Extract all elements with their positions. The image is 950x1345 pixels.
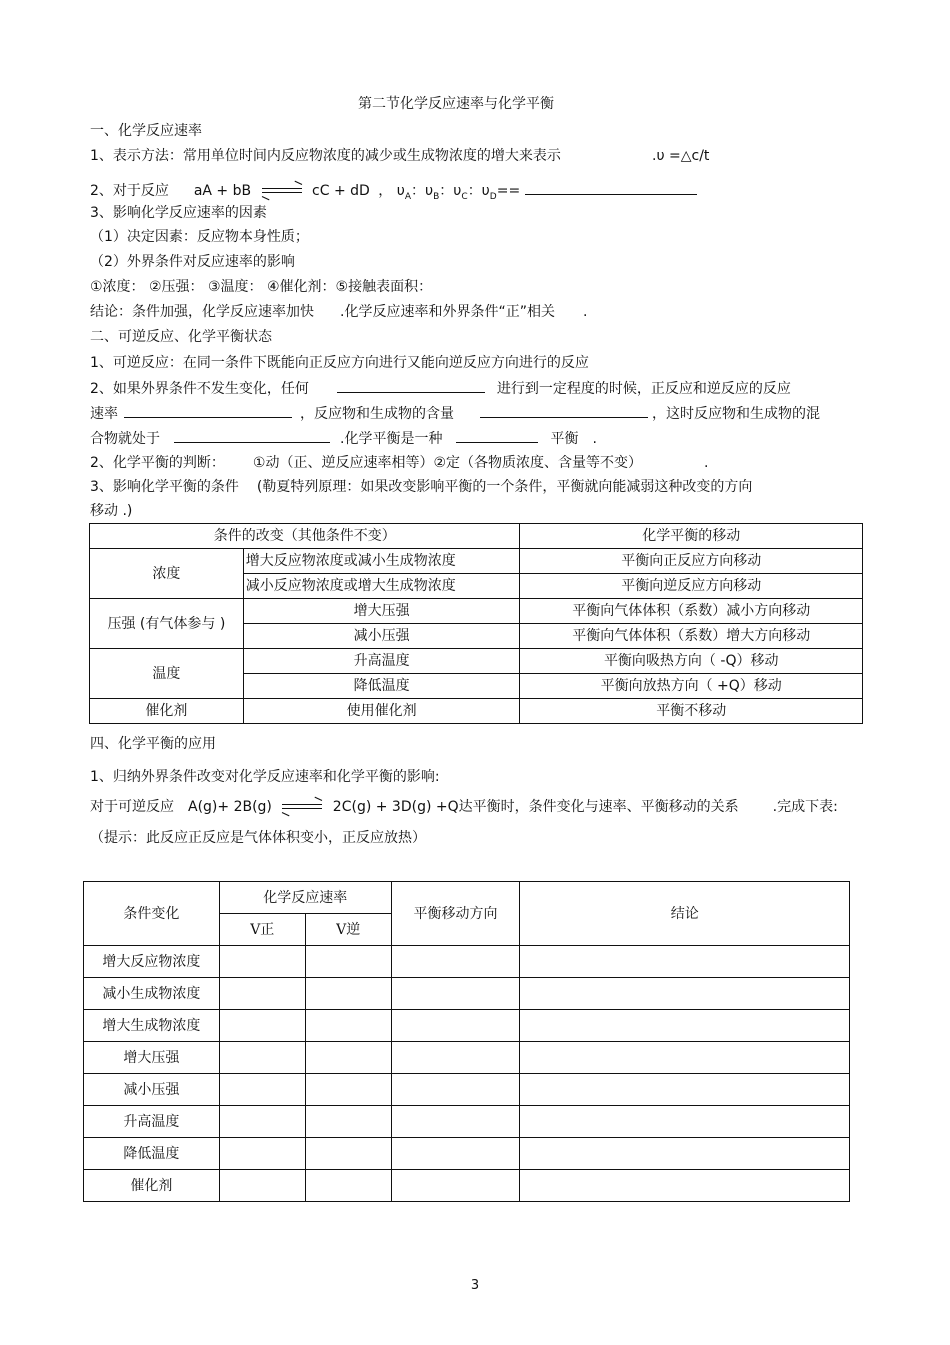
s1-line1 (90, 147, 561, 165)
s4-line3: （提示：此反应正反应是气体体积变小，正反应放热） (90, 830, 426, 846)
answer-cell[interactable] (520, 1042, 850, 1074)
s1-line5: （2）外界条件对反应速率的影响 (90, 254, 295, 270)
t2-header-direction: 平衡移动方向 (391, 882, 520, 946)
answer-cell[interactable] (305, 1170, 391, 1202)
section1-heading: 一、化学反应速率 (90, 123, 202, 139)
t1-header-shift: 化学平衡的移动 (520, 524, 863, 549)
s4-line2: 对于可逆反应 A(g)+ 2B(g) 2C(g) + 3D(g) +Q达平衡时，条件变化与速率、平衡移动的关系 .完成下表: (90, 798, 838, 816)
answer-cell[interactable] (219, 1042, 305, 1074)
t1-group-catalyst: 催化剂 (90, 699, 244, 724)
answer-cell[interactable] (391, 1042, 520, 1074)
answer-cell[interactable] (520, 1170, 850, 1202)
page-title: 第二节化学反应速率与化学平衡 (358, 96, 554, 112)
answer-cell[interactable] (520, 1138, 850, 1170)
s1-line2 (90, 180, 697, 206)
t1-cell: 平衡向气体体积（系数）减小方向移动 (520, 599, 863, 624)
s1-line4: （1）决定因素：反应物本身性质； (90, 229, 309, 245)
t2-row-label: 增大反应物浓度 (84, 946, 220, 978)
equilibrium-shift-table (89, 523, 863, 724)
blank-3[interactable] (480, 403, 648, 418)
s2-line6: 3、影响化学平衡的条件 (勒夏特列原理：如果改变影响平衡的一个条件，平衡就向能减弱这种改变的方向 (90, 479, 753, 495)
t2-header-conclusion: 结论 (520, 882, 850, 946)
answer-cell[interactable] (520, 1010, 850, 1042)
answer-cell[interactable] (305, 1074, 391, 1106)
answer-cell[interactable] (219, 978, 305, 1010)
section2-heading: 二、可逆反应、化学平衡状态 (90, 329, 272, 345)
t1-group-concentration: 浓度 (90, 549, 244, 599)
s2-line3: 速率 ，反应物和生成物的含量 ，这时反应物和生成物的混 (90, 403, 820, 423)
t2-row-label: 增大压强 (84, 1042, 220, 1074)
ratio-blank[interactable] (525, 180, 697, 195)
t1-cell: 减小反应物浓度或增大生成物浓度 (243, 574, 520, 599)
t1-cell: 平衡不移动 (520, 699, 863, 724)
blank-1[interactable] (337, 378, 485, 393)
s2-line5: 2、化学平衡的判断： ①动（正、逆反应速率相等）②定（各物质浓度、含量等不变） . (90, 455, 709, 471)
t1-header-condition: 条件的改变（其他条件不变） (90, 524, 520, 549)
answer-cell[interactable] (520, 1106, 850, 1138)
s2-line1: 1、可逆反应：在同一条件下既能向正反应方向进行又能向逆反应方向进行的反应 (90, 355, 589, 371)
answer-cell[interactable] (305, 946, 391, 978)
s1-line1-text: 1、表示方法：常用单位时间内反应物浓度的减少或生成物浓度的增大来表示 (90, 148, 561, 164)
answer-cell[interactable] (305, 1106, 391, 1138)
answer-cell[interactable] (219, 1170, 305, 1202)
t1-cell: 使用催化剂 (243, 699, 520, 724)
t1-group-pressure: 压强 (有气体参与 ) (90, 599, 244, 649)
reversible-arrow-icon (262, 186, 302, 196)
t2-row-label: 减小压强 (84, 1074, 220, 1106)
answer-cell[interactable] (520, 978, 850, 1010)
t1-cell: 升高温度 (243, 649, 520, 674)
t2-header-rate: 化学反应速率 (219, 882, 391, 914)
t2-row-label: 升高温度 (84, 1106, 220, 1138)
answer-cell[interactable] (391, 1170, 520, 1202)
t1-cell: 平衡向吸热方向（ -Q）移动 (520, 649, 863, 674)
answer-cell[interactable] (219, 1074, 305, 1106)
reaction-right: cC + dD (312, 183, 370, 199)
blank-4[interactable] (174, 428, 330, 443)
answer-cell[interactable] (305, 1138, 391, 1170)
answer-cell[interactable] (219, 946, 305, 978)
answer-cell[interactable] (219, 1010, 305, 1042)
t1-cell: 平衡向气体体积（系数）增大方向移动 (520, 624, 863, 649)
answer-cell[interactable] (391, 946, 520, 978)
t1-cell: 增大反应物浓度或减小生成物浓度 (243, 549, 520, 574)
t1-cell: 平衡向正反应方向移动 (520, 549, 863, 574)
answer-cell[interactable] (219, 1138, 305, 1170)
t2-row-label: 减小生成物浓度 (84, 978, 220, 1010)
s1-line2-prefix: 2、对于反应 (90, 183, 169, 199)
s1-line7: 结论：条件加强，化学反应速率加快 .化学反应速率和外界条件“正”相关 . (90, 304, 588, 320)
answer-cell[interactable] (305, 978, 391, 1010)
reaction-left: aA + bB (193, 183, 252, 199)
s1-line3: 3、影响化学反应速率的因素 (90, 205, 267, 221)
answer-cell[interactable] (391, 1010, 520, 1042)
t1-cell: 降低温度 (243, 674, 520, 699)
t1-cell: 平衡向放热方向（ +Q）移动 (520, 674, 863, 699)
t1-cell: 增大压强 (243, 599, 520, 624)
answer-cell[interactable] (305, 1010, 391, 1042)
t2-row-label: 降低温度 (84, 1138, 220, 1170)
answer-cell[interactable] (391, 978, 520, 1010)
rate-ratio: ， $\upsilon_A$：$\upsilon_B$：$\upsilon_C$：$\upsilon_D==$ (378, 183, 521, 202)
section4-heading: 四、化学平衡的应用 (90, 736, 216, 752)
s1-line6: ①浓度： ②压强： ③温度： ④催化剂：⑤接触表面积： (90, 279, 433, 295)
s2-line7: 移动 .) (90, 503, 133, 519)
t1-cell: 减小压强 (243, 624, 520, 649)
answer-cell[interactable] (391, 1138, 520, 1170)
answer-cell[interactable] (219, 1106, 305, 1138)
answer-cell[interactable] (305, 1042, 391, 1074)
t2-header-v-forward: V正 (219, 914, 305, 946)
blank-5[interactable] (456, 428, 538, 443)
exercise-table (83, 881, 850, 1202)
answer-cell[interactable] (391, 1106, 520, 1138)
reversible-arrow-icon (282, 802, 322, 812)
s1-rate-formula: .υ =△c/t (652, 148, 710, 164)
t1-cell: 平衡向逆反应方向移动 (520, 574, 863, 599)
s2-line4: 合物就处于 .化学平衡是一种 平衡 . (90, 428, 597, 448)
s4-line1: 1、归纳外界条件改变对化学反应速率和化学平衡的影响: (90, 769, 440, 785)
page-number: 3 (470, 1278, 480, 1293)
t2-row-label: 增大生成物浓度 (84, 1010, 220, 1042)
answer-cell[interactable] (520, 1074, 850, 1106)
blank-2[interactable] (124, 403, 292, 418)
t2-header-condition: 条件变化 (84, 882, 220, 946)
answer-cell[interactable] (520, 946, 850, 978)
t2-row-label: 催化剂 (84, 1170, 220, 1202)
answer-cell[interactable] (391, 1074, 520, 1106)
t1-group-temperature: 温度 (90, 649, 244, 699)
s2-line2: 2、如果外界条件不发生变化，任何 进行到一定程度的时候，正反应和逆反应的反应 (90, 378, 791, 398)
t2-header-v-reverse: V逆 (305, 914, 391, 946)
